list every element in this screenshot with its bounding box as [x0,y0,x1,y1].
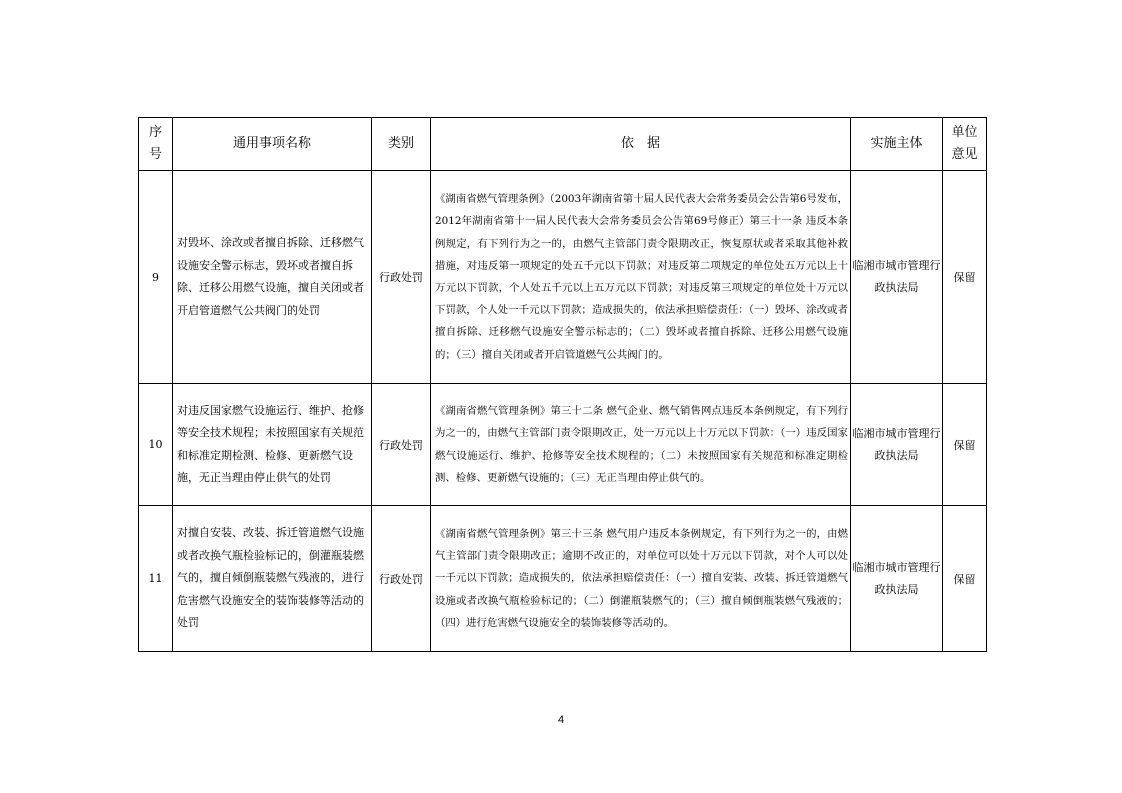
header-item: 通用事项名称 [173,118,372,171]
legal-basis: 《湖南省燃气管理条例》第三十三条 燃气用户违反本条例规定，有下列行为之一的，由燃气主管部门责令限期改正；逾期不改正的，对单位可以处十万元以下罚款，对个人可以处一千元以下罚款；造成损失的，依法承担赔偿责任：（一）擅自安装、改装、拆迁管道燃气设施或者改换气瓶检验标记的；（二）倒灌瓶装燃气的；（三）擅自倾倒瓶装燃气残液的；（四）进行危害燃气设施安全的装饰装修等活动的。 [431,506,851,652]
category: 行政处罚 [372,506,431,652]
row-number: 11 [139,506,173,652]
header-category: 类别 [372,118,431,171]
header-row [139,118,987,171]
page-number: 4 [557,714,565,726]
category: 行政处罚 [372,384,431,506]
table-row [139,384,987,506]
item-name: 对违反国家燃气设施运行、维护、抢修等安全技术规程；未按照国家有关规范和标准定期检测、检修、更新燃气设施，无正当理由停止供气的处罚 [173,384,372,506]
opinion: 保留 [943,506,987,652]
legal-basis: 《湖南省燃气管理条例》第三十二条 燃气企业、燃气销售网点违反本条例规定，有下列行为之一的，由燃气主管部门责令限期改正，处一万元以上十万元以下罚款：（一）违反国家燃气设施运行、维护、抢修等安全技术规程的；（二）未按照国家有关规范和标准定期检测、检修、更新燃气设施的；（三）无正当理由停止供气的。 [431,384,851,506]
row-number: 9 [139,171,173,384]
table-row [139,171,987,384]
header-dept: 实施主体 [851,118,943,171]
header-opinion: 单位意见 [943,118,987,171]
implementing-dept: 临湘市城市管理行政执法局 [851,506,943,652]
legal-basis: 《湖南省燃气管理条例》（2003年湖南省第十届人民代表大会常务委员会公告第6号发布，2012年湖南省第十一届人民代表大会常务委员会公告第69号修正）第三十一条 违反本条例规定，有下列行为之一的，由燃气主管部门责令限期改正，恢复原状或者采取其他补救措施，对违反第一项规定的处五千元以下罚款；对违反第二项规定的单位处五万元以上十万元以下罚款，个人处五千元以上五万元以下罚款；对违反第三项规定的单位处十万元以下罚款，个人处一千元以下罚款；造成损失的，依法承担赔偿责任：（一）毁坏、涂改或者擅自拆除、迁移燃气设施安全警示标志的；（二）毁坏或者擅自拆除、迁移公用燃气设施的；（三）擅自关闭或者开启管道燃气公共阀门的。 [431,171,851,384]
table-row [139,506,987,652]
opinion: 保留 [943,171,987,384]
header-no: 序号 [139,118,173,171]
implementing-dept: 临湘市城市管理行政执法局 [851,384,943,506]
permission-table [138,117,987,652]
item-name: 对擅自安装、改装、拆迁管道燃气设施或者改换气瓶检验标记的，倒灌瓶装燃气的，擅自倾倒瓶装燃气残液的，进行危害燃气设施安全的装饰装修等活动的处罚 [173,506,372,652]
opinion: 保留 [943,384,987,506]
implementing-dept: 临湘市城市管理行政执法局 [851,171,943,384]
row-number: 10 [139,384,173,506]
category: 行政处罚 [372,171,431,384]
header-basis: 依 据 [431,118,851,171]
item-name: 对毁坏、涂改或者擅自拆除、迁移燃气设施安全警示标志，毁坏或者擅自拆除、迁移公用燃气设施，擅自关闭或者开启管道燃气公共阀门的处罚 [173,171,372,384]
